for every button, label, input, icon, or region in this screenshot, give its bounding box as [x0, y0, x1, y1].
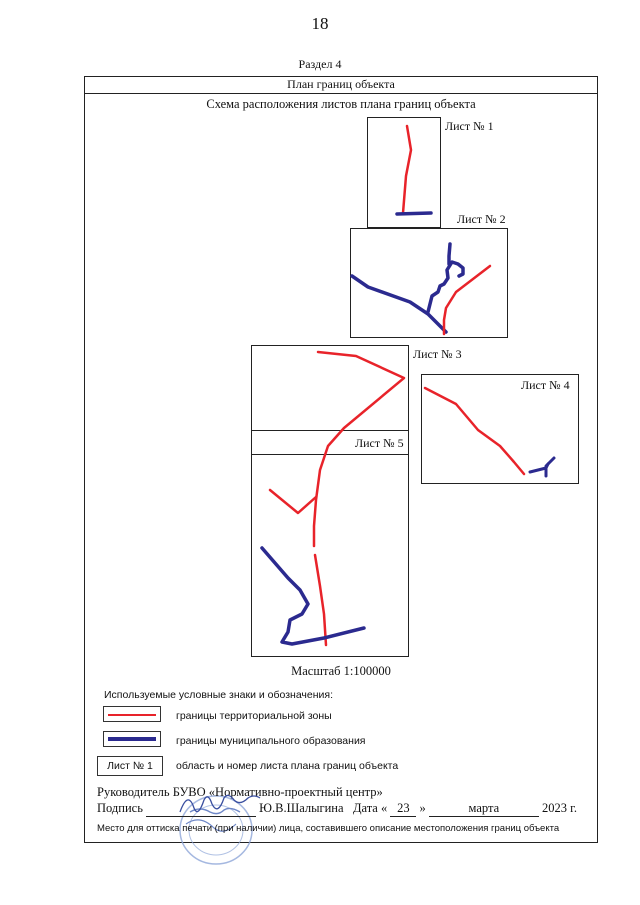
legend-sheet-text: область и номер листа плана границ объекта	[176, 760, 399, 772]
signature-line	[97, 801, 577, 817]
sheet-3-label: Лист № 3	[413, 347, 462, 361]
legend-municipal-text: границы муниципального образования	[176, 735, 366, 747]
zone-boundary-line	[403, 126, 411, 213]
zone-boundary-line	[315, 555, 326, 645]
legend-municipal-swatch	[103, 731, 161, 747]
municipal-boundary-line	[262, 548, 364, 644]
sheet-1-label: Лист № 1	[445, 119, 494, 133]
zone-boundary-line	[425, 388, 524, 474]
municipal-boundary-line	[449, 244, 450, 264]
signer-name: Ю.В.Шалыгина	[259, 801, 344, 815]
scale-label: Масштаб 1:100000	[291, 664, 391, 678]
scheme-title: Схема расположения листов плана границ объекта	[206, 97, 476, 111]
zone-boundary-line	[314, 352, 404, 546]
legend-sheet-box: Лист № 1	[97, 756, 163, 776]
stamp-place-note: Место для оттиска печати (при наличии) лица, составившего описание местоположения границ объекта	[97, 823, 560, 834]
municipal-boundary-line	[428, 262, 463, 312]
signature-label: Подпись	[97, 801, 143, 815]
legend-zone-swatch	[103, 706, 161, 722]
municipal-boundary-line	[352, 276, 446, 332]
legend-heading: Используемые условные знаки и обозначения:	[104, 689, 334, 701]
zone-boundary-line	[270, 490, 316, 513]
sheet-2-label: Лист № 2	[457, 212, 506, 226]
date-month: марта	[429, 801, 539, 817]
municipal-boundary-line	[546, 458, 554, 476]
page-number: 18	[311, 14, 329, 33]
section-title: Раздел 4	[298, 57, 342, 71]
organization-head: Руководитель БУВО «Нормативно-проектный центр»	[97, 785, 383, 799]
date-close: »	[419, 801, 426, 815]
date-label: Дата «	[352, 801, 388, 815]
sheet-4-label: Лист № 4	[521, 378, 570, 392]
frame-title: План границ объекта	[84, 76, 598, 94]
date-year: 2023 г.	[541, 801, 577, 815]
date-day: 23	[390, 801, 416, 817]
municipal-boundary-line	[397, 213, 431, 214]
legend-zone-text: границы территориальной зоны	[176, 710, 332, 722]
handwritten-signature	[176, 790, 266, 820]
sheet-5-label: Лист № 5	[355, 436, 404, 450]
zone-boundary-line	[444, 266, 490, 334]
